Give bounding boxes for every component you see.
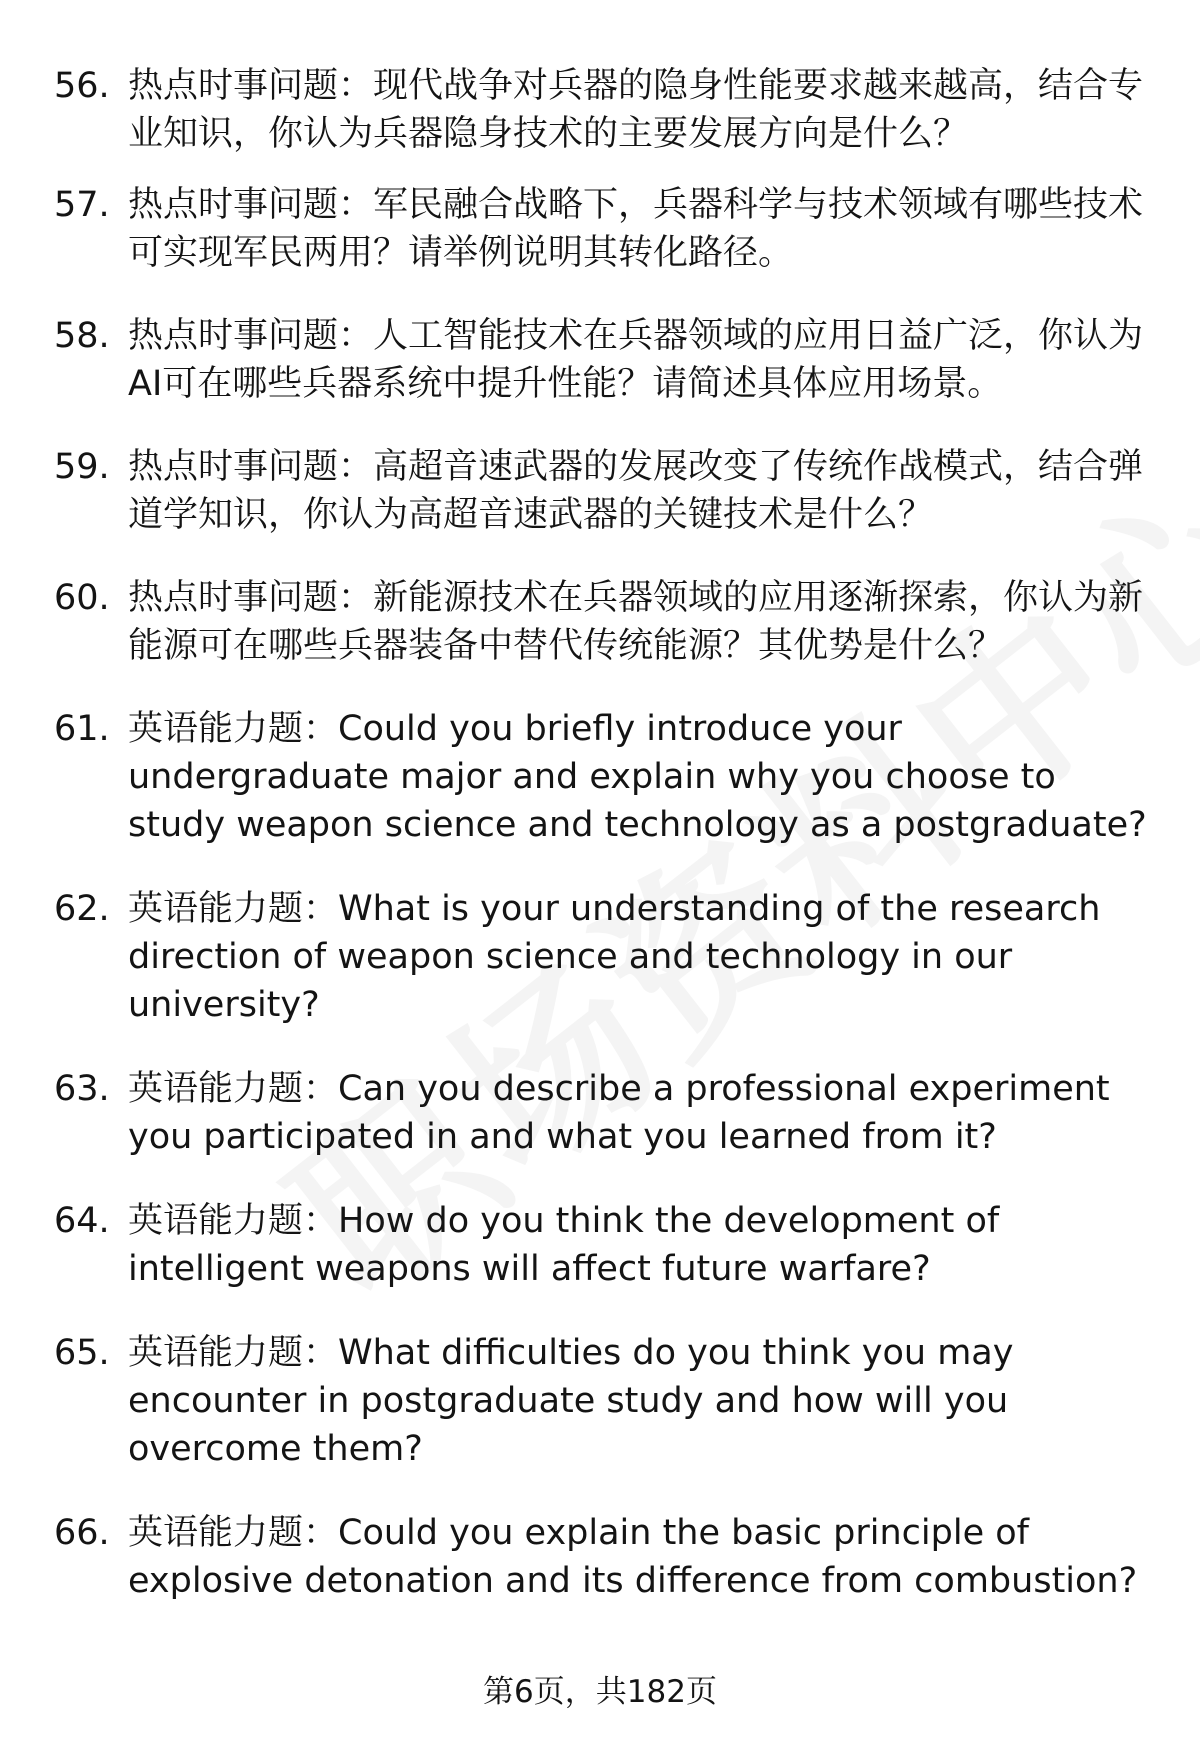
question-item — [54, 312, 1154, 443]
question-item — [54, 1509, 1154, 1609]
question-item — [54, 62, 1154, 181]
question-item — [54, 705, 1154, 885]
question-text: 英语能力题：Could you briefly introduce your undergraduate major and explain why you choose to study weapon science and technology as a postgraduate? — [128, 709, 1147, 845]
question-text: 英语能力题：Can you describe a professional experiment you participated in and what you learned from it? — [128, 1069, 1110, 1157]
question-item — [54, 443, 1154, 574]
question-text: 英语能力题：What is your understanding of the research direction of weapon science and technology in our university? — [128, 889, 1101, 1025]
question-text: 热点时事问题：人工智能技术在兵器领域的应用日益广泛，你认为AI可在哪些兵器系统中提升性能？请简述具体应用场景。 — [128, 316, 1144, 404]
question-number: 58. — [54, 316, 110, 356]
question-number: 59. — [54, 447, 110, 487]
page-footer: 第6页，共182页 — [483, 1674, 717, 1710]
question-number: 60. — [54, 578, 110, 618]
question-number: 66. — [54, 1513, 110, 1553]
question-item — [54, 885, 1154, 1065]
question-text: 英语能力题：How do you think the development of intelligent weapons will affect future warfare? — [128, 1201, 1000, 1289]
question-text: 热点时事问题：军民融合战略下，兵器科学与技术领域有哪些技术可实现军民两用？请举例说明其转化路径。 — [128, 185, 1144, 273]
question-text: 热点时事问题：新能源技术在兵器领域的应用逐渐探索，你认为新能源可在哪些兵器装备中替代传统能源？其优势是什么？ — [128, 578, 1144, 666]
question-number: 61. — [54, 709, 110, 749]
question-item — [54, 181, 1154, 312]
question-text: 英语能力题：What difficulties do you think you may encounter in postgraduate study and how will you overcome them? — [128, 1333, 1014, 1469]
question-number: 64. — [54, 1201, 110, 1241]
question-item — [54, 1329, 1154, 1509]
question-number: 63. — [54, 1069, 110, 1109]
question-text: 英语能力题：Could you explain the basic principle of explosive detonation and its difference from combustion? — [128, 1513, 1138, 1601]
question-list — [54, 62, 1154, 1609]
question-item — [54, 1197, 1154, 1329]
question-number: 65. — [54, 1333, 110, 1373]
question-text: 热点时事问题：高超音速武器的发展改变了传统作战模式，结合弹道学知识，你认为高超音速武器的关键技术是什么？ — [128, 447, 1144, 535]
question-item — [54, 574, 1154, 705]
question-item — [54, 1065, 1154, 1197]
question-number: 56. — [54, 66, 110, 106]
question-number: 57. — [54, 185, 110, 225]
question-text: 热点时事问题：现代战争对兵器的隐身性能要求越来越高，结合专业知识，你认为兵器隐身技术的主要发展方向是什么？ — [128, 66, 1144, 154]
question-number: 62. — [54, 889, 110, 929]
